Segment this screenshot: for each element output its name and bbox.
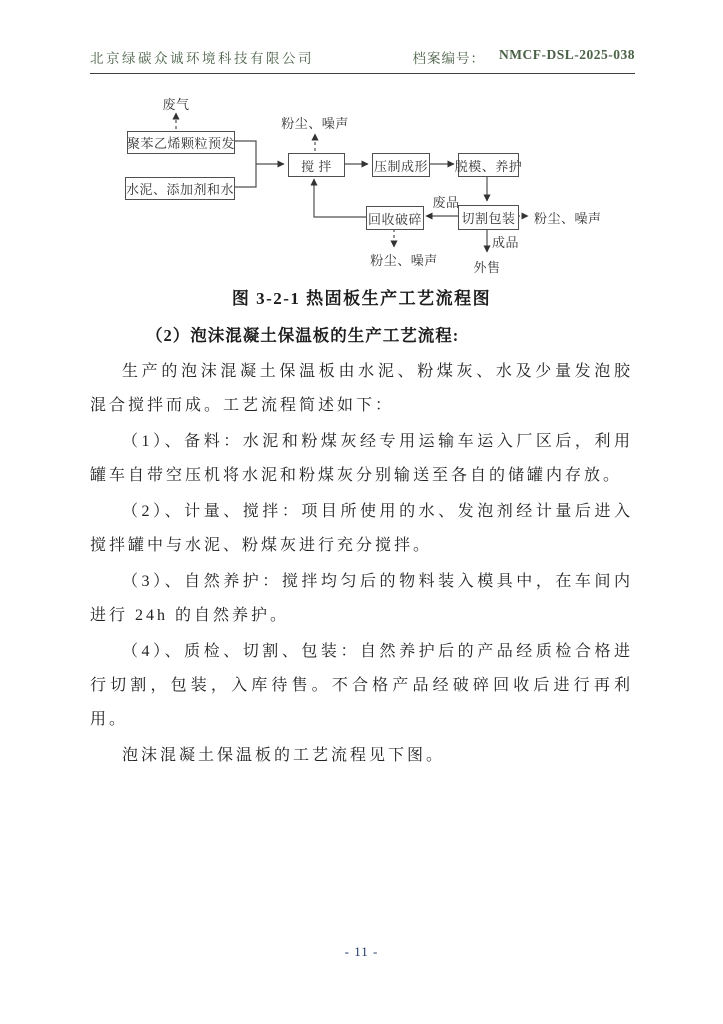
flow-box-recycle-label: 回收破碎: [367, 211, 422, 227]
external-sale-label: 外售: [473, 260, 501, 275]
flow-box-demold-label: 脱模、养护: [454, 158, 523, 174]
page-number: - 11 -: [344, 944, 379, 959]
flow-box-cement-additives: [125, 177, 235, 200]
paragraph-step-1: （1）、备料：水泥和粉煤灰经专用运输车运入厂区后，利用罐车自带空压机将水泥和粉煤灰分别输送至各自的储罐内存放。: [90, 433, 633, 484]
flow-box-press-label: 压制成形: [373, 158, 428, 174]
dust-noise-label-mix: 粉尘、噪声: [281, 116, 349, 131]
flow-box-recycle-crushing: [366, 206, 424, 230]
dust-noise-label-cut: 粉尘、噪声: [534, 211, 602, 226]
flow-box-cement-label: 水泥、添加剂和水: [126, 182, 235, 197]
dust-noise-label-recycle: 粉尘、噪声: [370, 253, 438, 268]
archive-label: 档案编号：: [412, 51, 485, 66]
paragraph-intro: 生产的泡沫混凝土保温板由水泥、粉煤灰、水及少量发泡胶混合搅拌而成。工艺流程简述如下：: [90, 363, 633, 414]
waste-gas-label: 废气: [162, 97, 190, 112]
paragraph-closing: 泡沫混凝土保温板的工艺流程见下图。: [122, 747, 446, 764]
flow-box-cut-packaging: [458, 205, 519, 230]
flow-box-press-forming: [372, 153, 430, 177]
paragraph-step-4: （4）、质检、切割、包装：自然养护后的产品经质检合格进行切割，包装，入库待售。不合格产品经破碎回收后进行再利用。: [90, 643, 633, 728]
scrap-label: 废品: [432, 195, 460, 210]
flow-box-mixing: [288, 153, 345, 177]
flow-box-cut-label: 切割包装: [461, 211, 516, 226]
flowchart-connectors: [0, 88, 723, 284]
flow-box-eps-label: 聚苯乙烯颗粒预发: [127, 136, 236, 151]
figure-caption: 图 3-2-1 热固板生产工艺流程图: [231, 289, 492, 308]
archive-number-group: [413, 47, 636, 67]
flowchart-thermoset-board: [0, 88, 723, 284]
company-name: 北京绿碳众诚环境科技有限公司: [90, 51, 314, 66]
body-text: [90, 355, 633, 775]
flow-box-eps-preexpansion: [127, 131, 235, 154]
line-input-merge: [233, 141, 256, 187]
arrow-recycle-mix: [314, 179, 366, 217]
flow-box-demold-curing: [454, 153, 523, 177]
paragraph-step-2: （2）、计量、搅拌：项目所使用的水、发泡剂经计量后进入搅拌罐中与水泥、粉煤灰进行充分搅拌。: [90, 503, 633, 554]
paragraph-step-3: （3）、自然养护：搅拌均匀后的物料装入模具中，在车间内进行 24h 的自然养护。: [90, 573, 633, 624]
archive-number: NMCF-DSL-2025-038: [499, 47, 635, 62]
finished-product-label: 成品: [492, 235, 520, 250]
section-heading: （2）泡沫混凝土保温板的生产工艺流程:: [146, 326, 460, 345]
flow-box-mixing-label: 搅 拌: [301, 158, 332, 174]
page-header: [90, 47, 635, 74]
